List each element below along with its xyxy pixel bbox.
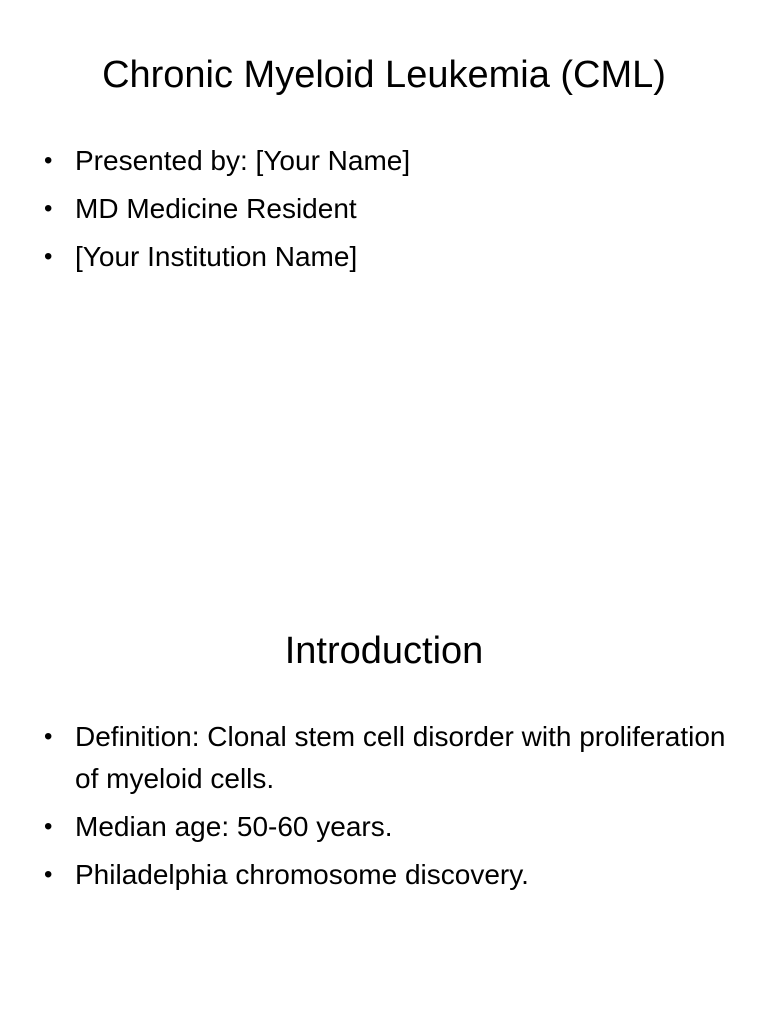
bullet-text: Presented by: [Your Name] <box>75 145 411 176</box>
bullet-icon: • <box>44 861 53 888</box>
bullet-item <box>40 806 728 848</box>
bullet-list <box>40 140 728 284</box>
bullet-text: Definition: Clonal stem cell disorder with proliferation of myeloid cells. <box>75 721 726 794</box>
bullet-list <box>40 716 728 902</box>
slide-introduction <box>0 576 768 1024</box>
bullet-item <box>40 140 728 182</box>
bullet-item <box>40 236 728 278</box>
slide-title: Introduction <box>284 630 484 672</box>
bullet-icon: • <box>44 147 53 174</box>
bullet-text: Philadelphia chromosome discovery. <box>75 859 529 890</box>
bullet-item <box>40 716 728 800</box>
bullet-icon: • <box>44 723 53 750</box>
bullet-icon: • <box>44 195 53 222</box>
bullet-icon: • <box>44 243 53 270</box>
bullet-icon: • <box>44 813 53 840</box>
bullet-item <box>40 188 728 230</box>
bullet-item <box>40 854 728 896</box>
slide-title: Chronic Myeloid Leukemia (CML) <box>102 54 666 96</box>
bullet-text: Median age: 50-60 years. <box>75 811 393 842</box>
bullet-text: MD Medicine Resident <box>75 193 357 224</box>
bullet-text: [Your Institution Name] <box>75 241 358 272</box>
